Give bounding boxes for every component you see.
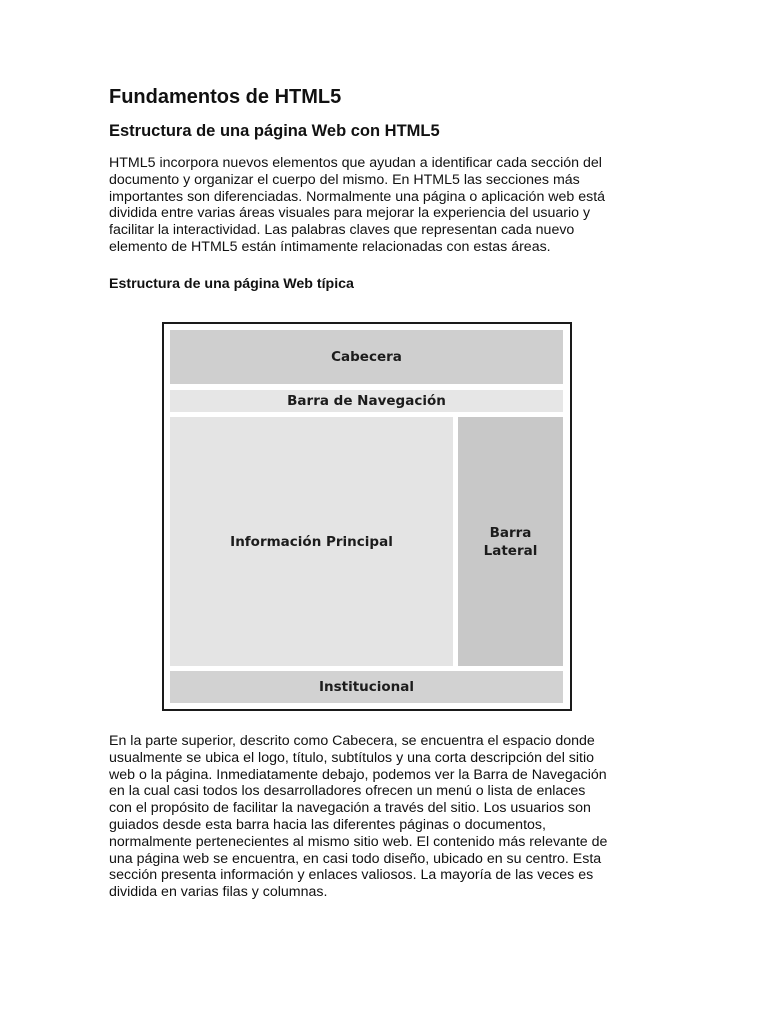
diagram-nav-box [170,390,563,412]
paragraph-line: sección presenta información y enlaces valiosos. La mayoría de las veces es [109,867,594,884]
paragraph-line: dividida en varias filas y columnas. [109,884,328,901]
intro-paragraph [109,155,669,256]
paragraph-line: HTML5 incorpora nuevos elementos que ayudan a identificar cada sección del [109,155,602,171]
page-layout-diagram [162,322,572,711]
diagram-sidebar-label [484,524,538,560]
paragraph-line: usualmente se ubica el logo, título, subtítulos y una corta descripción del sitio [109,749,595,766]
paragraph-line: web o la página. Inmediatamente debajo, podemos ver la Barra de Navegación [109,766,607,783]
section-heading: Estructura de una página Web típica [109,275,354,292]
diagram-sidebar-line: Lateral [483,542,538,559]
paragraph-line: guiados desde esta barra hacia las diferentes páginas o documentos, [109,816,546,833]
paragraph-line: con el propósito de facilitar la navegación a través del sitio. Los usuarios son [109,800,591,817]
diagram-footer-box [170,671,563,703]
diagram-main-label: Información Principal [230,533,393,550]
diagram-main-box [170,417,453,666]
paragraph-line: En la parte superior, descrito como Cabecera, se encuentra el espacio donde [109,733,595,749]
paragraph-line: importantes son diferenciadas. Normalmente una página o aplicación web está [109,188,606,205]
paragraph-line: documento y organizar el cuerpo del mismo. En HTML5 las secciones más [109,171,580,188]
document-title: Fundamentos de HTML5 [109,86,342,108]
diagram-sidebar-box [458,417,563,666]
paragraph-line: facilitar la interactividad. Las palabras claves que representan cada nuevo [109,222,575,239]
body-paragraph [109,733,669,901]
paragraph-line: dividida entre varias áreas visuales para mejorar la experiencia del usuario y [109,205,591,222]
document-page [109,85,669,293]
paragraph-line: normalmente pertenecientes al mismo sitio web. El contenido más relevante de [109,833,608,850]
paragraph-line: elemento de HTML5 están íntimamente relacionadas con estas áreas. [109,238,551,255]
diagram-sidebar-line: Barra [489,524,532,541]
paragraph-line: una página web se encuentra, en casi todo diseño, ubicado en su centro. Esta [109,850,602,867]
diagram-header-box [170,330,563,384]
diagram-nav-label: Barra de Navegación [287,393,446,409]
document-subtitle: Estructura de una página Web con HTML5 [109,122,440,140]
diagram-header-label: Cabecera [331,349,402,365]
diagram-footer-label: Institucional [318,679,415,695]
paragraph-line: en la cual casi todos los desarrolladores ofrecen un menú o lista de enlaces [109,783,586,800]
